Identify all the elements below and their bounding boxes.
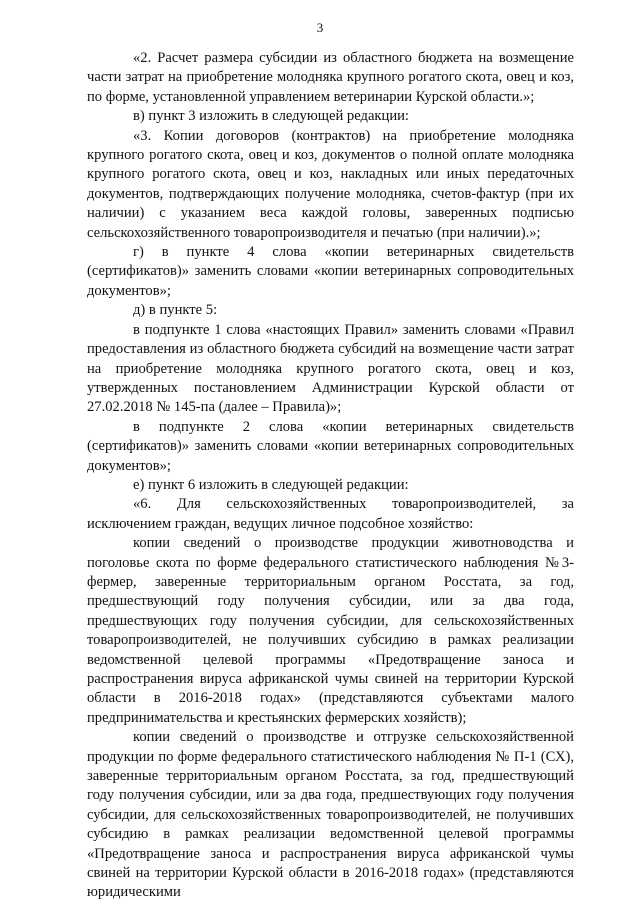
paragraph-subitem-2: в подпункте 2 слова «копии ветеринарных свидетельств (сертификатов)» заменить словами «копии ветеринарных сопроводительных документов»;	[87, 418, 574, 474]
page-number: 3	[316, 20, 324, 35]
paragraph-item-g: г) в пункте 4 слова «копии ветеринарных свидетельств (сертификатов)» заменить словами «копии ветеринарных сопроводительных документов»;	[87, 244, 574, 299]
paragraph-clause-3: «3. Копии договоров (контрактов) на приобретение молодняка крупного рогатого скота, овец и коз, документов о полной оплате молодняка крупного рогатого скота, овец и коз, накладных или иных передаточных документов, подтверждающих получение молодняка, счетов-фактур (при их наличии) с указанием веса каждой головы, заверенных подписью сельскохозяйственного товаропроизводителя и печатью (при наличии).»;	[87, 127, 574, 241]
paragraph-item-e: е) пункт 6 изложить в следующей редакции:	[133, 476, 409, 493]
paragraph-form-3-fermer: копии сведений о производстве продукции животноводства и поголовье скота по форме федерального статистического наблюдения №3-фермер, заверенные территориальным органом Росстата, за год, предшествующий году получения субсидии, или за два года, предшествующих году получения субсидии, для сельскохозяйственных товаропроизводителей, не получивших субсидию в рамках реализации ведомственной целевой программы «Предотвращение заноса и распространения вируса африканской чумы свиней на территории Курской области в 2016-2018 годах» (представляются субъектами малого предпринимательства и крестьянских фермерских хозяйств);	[87, 535, 574, 726]
paragraph-item-v: в) пункт 3 изложить в следующей редакции:	[133, 108, 409, 125]
paragraph-subitem-1: в подпункте 1 слова «настоящих Правил» заменить словами «Правил предоставления из областного бюджета субсидий на возмещение части затрат на приобретение молодняка крупного рогатого скота, овец и коз, утвержденных постановлением Администрации Курской области от 27.02.2018 № 145-па (далее – Правила)»;	[87, 321, 574, 416]
paragraph-clause-6: «6. Для сельскохозяйственных товаропроизводителей, за исключением граждан, ведущих личное подсобное хозяйство:	[87, 496, 574, 532]
paragraph-form-p1-sh: копии сведений о производстве и отгрузке сельскохозяйственной продукции по форме федерального статистического наблюдения № П-1 (СХ), заверенные территориальным органом Росстата, за год, предшествующий году получения субсидии, или за два года, предшествующих году получения субсидии, для сельскохозяйственных товаропроизводителей, не получивших субсидию в рамках реализации ведомственной целевой программы «Предотвращение заноса и распространения вируса африканской чумы свиней на территории Курской области в 2016-2018 годах» (представляются юридическими	[87, 729, 574, 901]
paragraph-item-d: д) в пункте 5:	[133, 302, 218, 319]
paragraph-calc-form-clause: «2. Расчет размера субсидии из областного бюджета на возмещение части затрат на приобретение молодняка крупного рогатого скота, овец и коз, по форме, установленной управлением ветеринарии Курской области.»;	[87, 50, 574, 105]
document-body	[87, 49, 574, 903]
